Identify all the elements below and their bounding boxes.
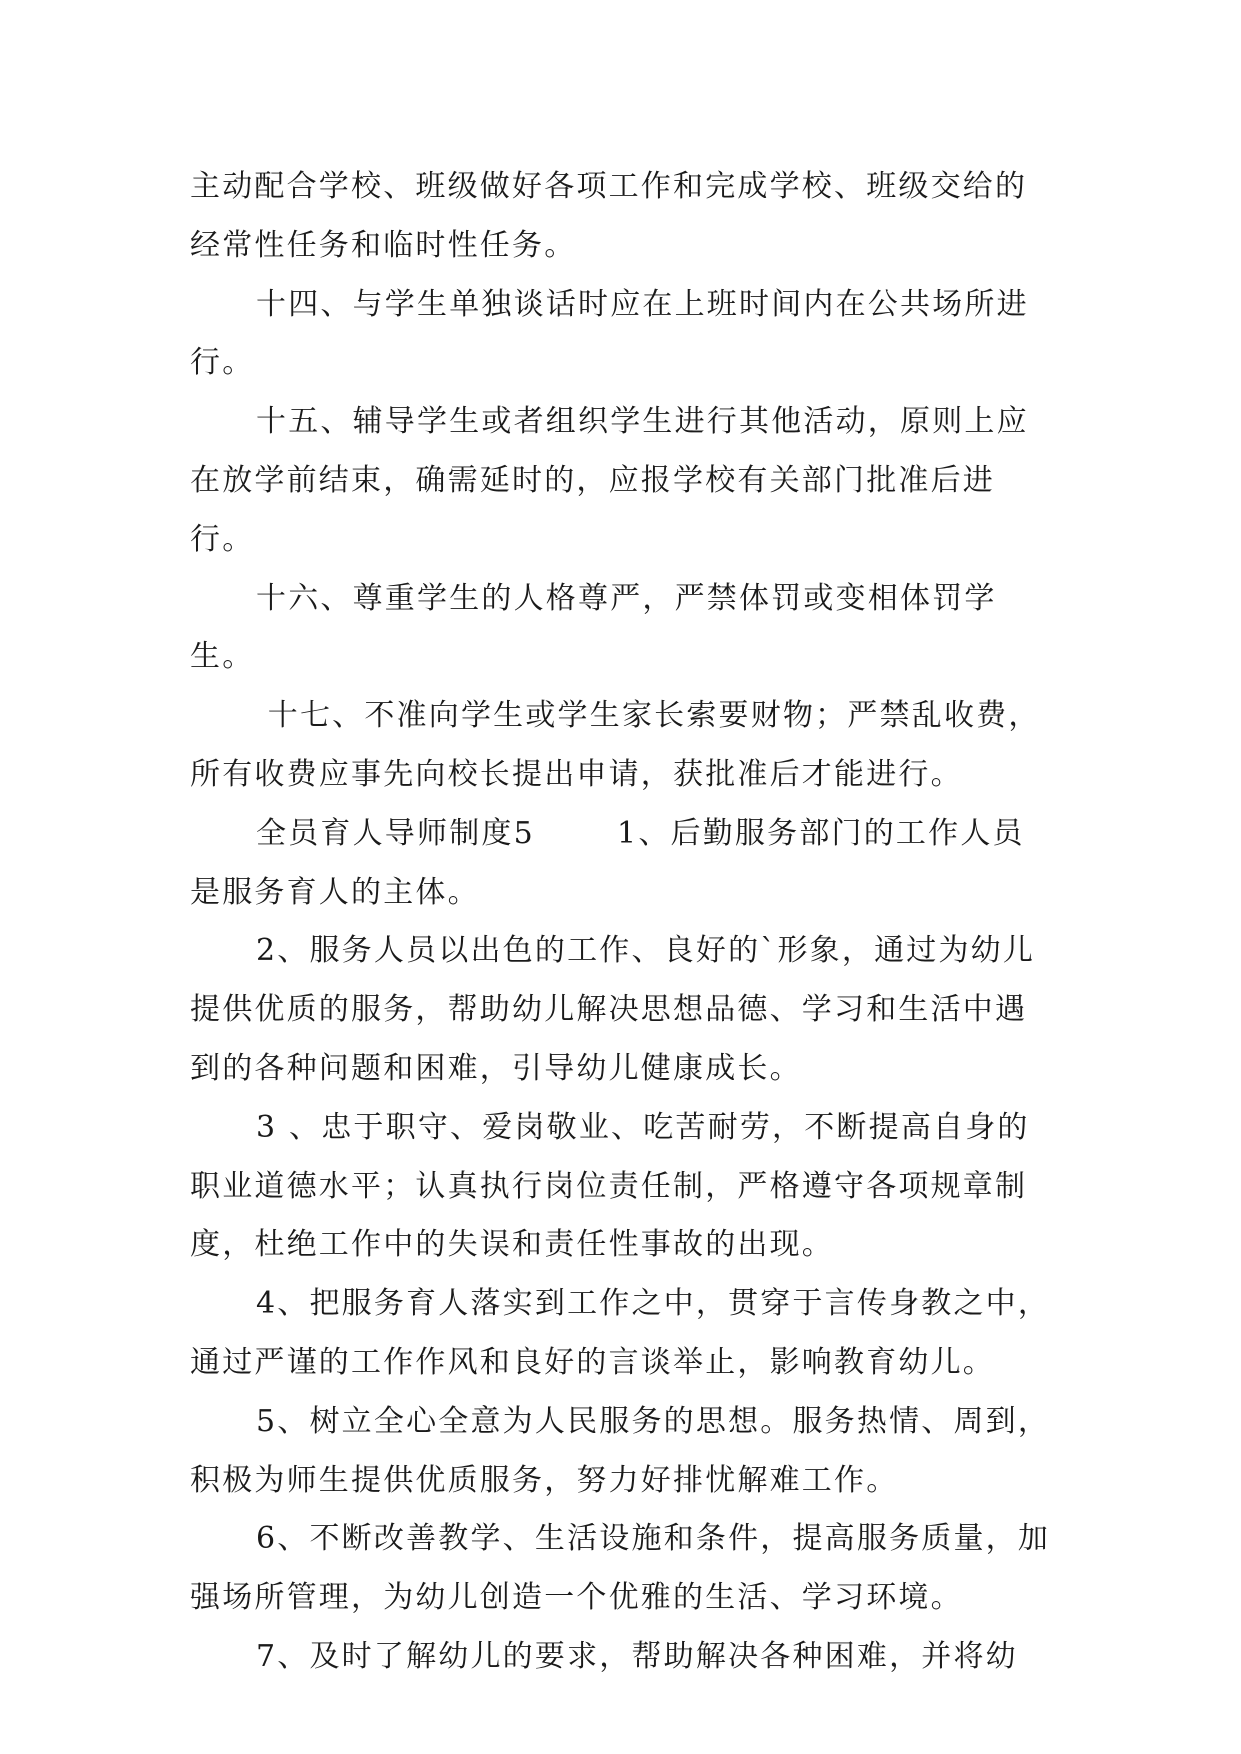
paragraph-item-7: 7、及时了解幼儿的要求，帮助解决各种困难，并将幼 (256, 1638, 1018, 1674)
paragraph-rule-14: 十四、与学生单独谈话时应在上班时间内在公共场所进行。 (190, 286, 1029, 381)
paragraph-continuation: 主动配合学校、班级做好各项工作和完成学校、班级交给的经常性任务和临时性任务。 (190, 169, 1028, 263)
paragraph-rule-17: 十七、不准向学生或学生家长索要财物；严禁乱收费，所有收费应事先向校长提出申请，获批准后才能进行。 (190, 698, 1041, 792)
document-body (190, 158, 1052, 1687)
paragraph-item-3: 3 、忠于职守、爱岗敬业、吃苦耐劳，不断提高自身的职业道德水平；认真执行岗位责任制，严格遵守各项规章制度，杜绝工作中的失误和责任性事故的出现。 (190, 1109, 1030, 1263)
paragraph-item-2: 2、服务人员以出色的工作、良好的`形象，通过为幼儿提供优质的服务，帮助幼儿解决思想品德、学习和生活中遇到的各种问题和困难，引导幼儿健康成长。 (190, 933, 1036, 1086)
paragraph-system-5-item-1: 全员育人导师制度5 1、后勤服务部门的工作人员是服务育人的主体。 (190, 815, 1025, 910)
paragraph-rule-15: 十五、辅导学生或者组织学生进行其他活动，原则上应在放学前结束，确需延时的，应报学校有关部门批准后进行。 (190, 404, 1029, 557)
paragraph-item-5: 5、树立全心全意为人民服务的思想。服务热情、周到，积极为师生提供优质服务，努力好排忧解难工作。 (190, 1403, 1051, 1498)
paragraph-item-4: 4、把服务育人落实到工作之中，贯穿于言传身教之中，通过严谨的工作作风和良好的言谈举止，影响教育幼儿。 (190, 1286, 1051, 1380)
paragraph-item-6: 6、不断改善教学、生活设施和条件，提高服务质量，加强场所管理，为幼儿创造一个优雅的生活、学习环境。 (190, 1521, 1051, 1616)
paragraph-rule-16: 十六、尊重学生的人格尊严，严禁体罚或变相体罚学生。 (190, 580, 997, 675)
